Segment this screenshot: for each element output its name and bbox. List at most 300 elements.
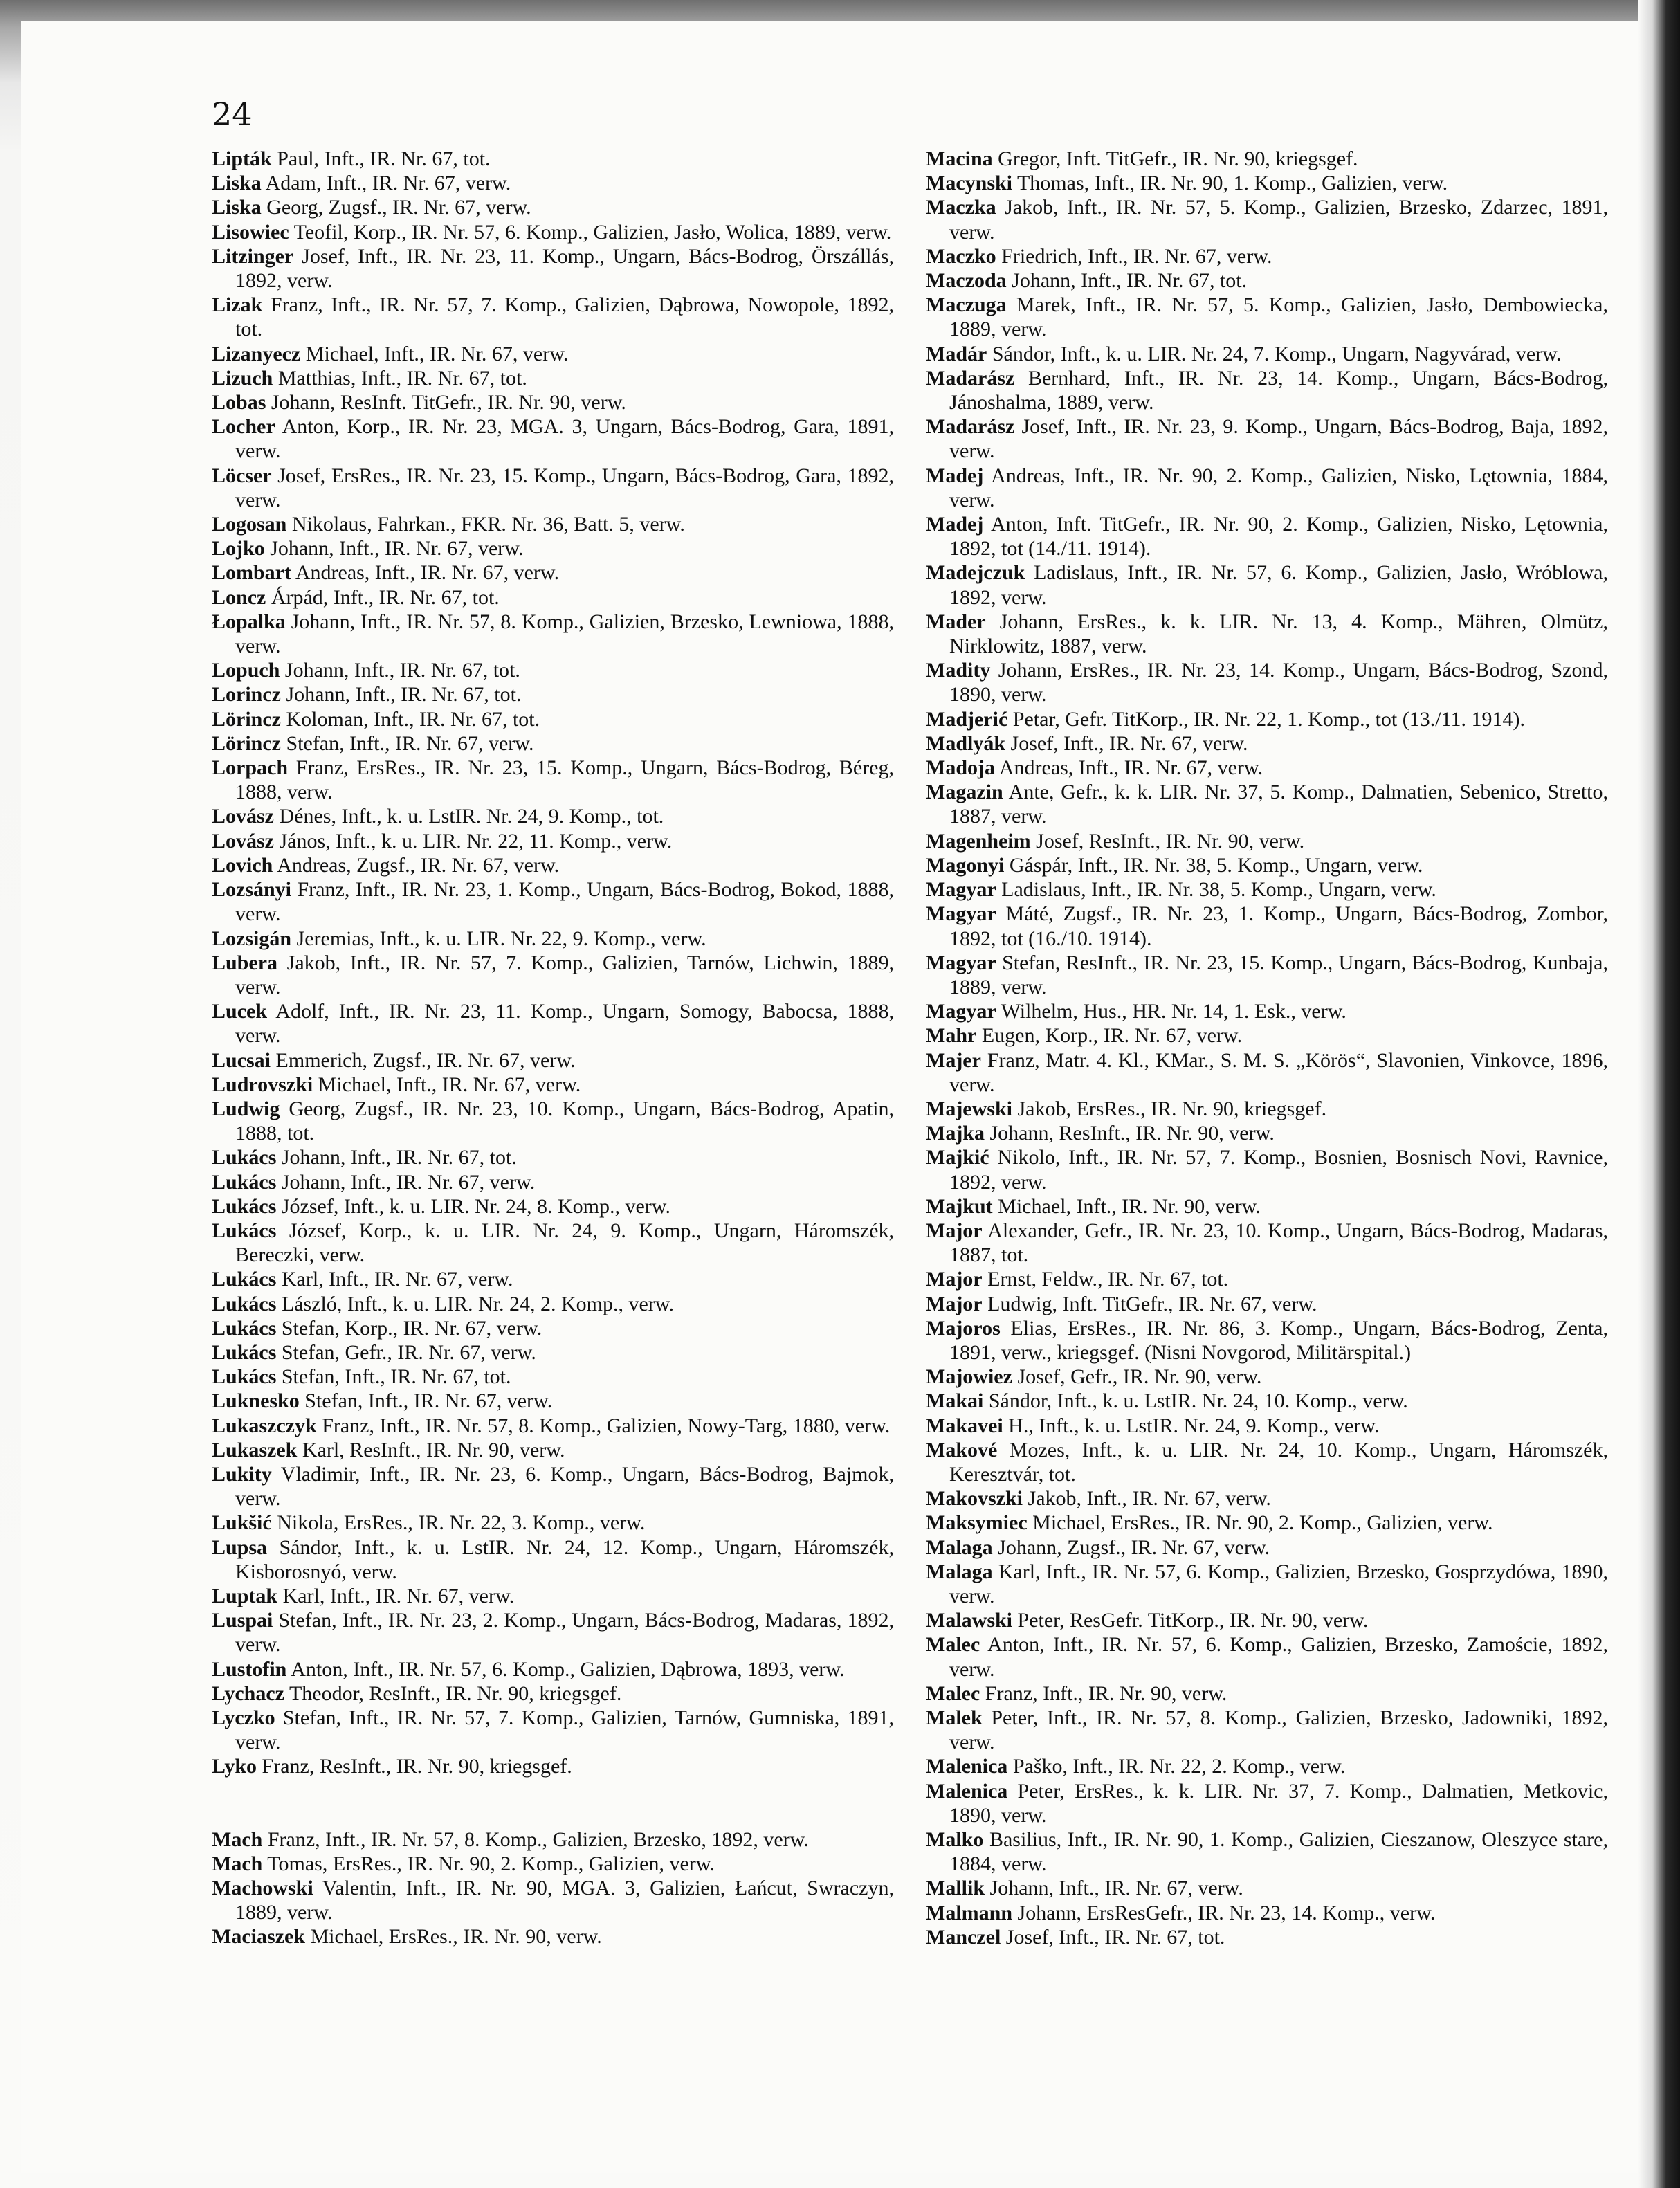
section-gap (212, 1779, 894, 1827)
entry-details: Franz, ErsRes., IR. Nr. 23, 15. Komp., Ungarn, Bács-Bodrog, Béreg, 1888, verw. (235, 756, 894, 804)
list-entry (212, 414, 894, 463)
list-entry (926, 1876, 1608, 1900)
entry-surname: Mader (926, 610, 986, 633)
list-entry (926, 1389, 1608, 1413)
list-entry (926, 1219, 1608, 1267)
entry-details: Josef, ResInft., IR. Nr. 90, verw. (1030, 829, 1305, 853)
entry-surname: Macina (926, 147, 993, 170)
entry-surname: Malec (926, 1681, 980, 1705)
entry-surname: Madjerić (926, 707, 1008, 731)
entry-surname: Majka (926, 1122, 985, 1145)
list-entry (926, 1779, 1608, 1827)
entry-details: Franz, Inft., IR. Nr. 23, 1. Komp., Ungarn, Bács-Bodrog, Bokod, 1888, verw. (235, 878, 894, 926)
list-entry (212, 682, 894, 706)
entry-details: Mozes, Inft., k. u. LIR. Nr. 24, 10. Komp., Ungarn, Háromszék, Keresztvár, tot. (949, 1438, 1608, 1486)
entry-details: Peter, ErsRes., k. k. LIR. Nr. 37, 7. Komp., Dalmatien, Metkovic, 1890, verw. (949, 1779, 1608, 1827)
list-entry (212, 658, 894, 682)
list-entry (926, 1901, 1608, 1925)
list-entry (212, 1170, 894, 1194)
entry-surname: Magyar (926, 1000, 996, 1023)
entry-surname: Magyar (926, 902, 996, 926)
entry-details: Johann, ResInft. TitGefr., IR. Nr. 90, verw. (266, 391, 626, 414)
list-entry (926, 610, 1608, 658)
list-entry (926, 244, 1608, 268)
list-entry (926, 1438, 1608, 1486)
entry-details: Máté, Zugsf., IR. Nr. 23, 1. Komp., Ungarn, Bács-Bodrog, Zombor, 1892, tot (16./10. 1914). (949, 902, 1608, 950)
entry-details: Stefan, Inft., IR. Nr. 57, 7. Komp., Galizien, Tarnów, Gumniska, 1891, verw. (235, 1706, 894, 1754)
list-entry (212, 610, 894, 658)
entry-surname: Magonyi (926, 853, 1005, 877)
list-entry (926, 780, 1608, 828)
entry-details: Koloman, Inft., IR. Nr. 67, tot. (280, 707, 540, 731)
entry-surname: Makavei (926, 1414, 1003, 1437)
entry-surname: Lukács (212, 1268, 277, 1291)
list-entry (926, 829, 1608, 853)
entry-surname: Lupsa (212, 1535, 268, 1559)
list-entry (212, 1414, 894, 1438)
entry-surname: Lovich (212, 853, 273, 877)
entry-details: Josef, ErsRes., IR. Nr. 23, 15. Komp., Ungarn, Bács-Bodrog, Gara, 1892, verw. (235, 464, 894, 511)
list-entry (926, 1267, 1608, 1291)
list-entry (926, 731, 1608, 756)
list-entry (212, 536, 894, 560)
entry-surname: Malko (926, 1828, 984, 1852)
entry-details: Nikolaus, Fahrkan., FKR. Nr. 36, Batt. 5, verw. (286, 513, 685, 536)
entry-surname: Logosan (212, 513, 287, 536)
entry-details: Ludwig, Inft. TitGefr., IR. Nr. 67, verw. (982, 1292, 1317, 1315)
list-entry (926, 1023, 1608, 1048)
list-entry (926, 1827, 1608, 1876)
entry-details: Andreas, Zugsf., IR. Nr. 67, verw. (273, 853, 560, 877)
entry-surname: Lychacz (212, 1681, 284, 1705)
list-entry (926, 171, 1608, 195)
list-entry (926, 1925, 1608, 1949)
list-entry (212, 829, 894, 853)
entry-details: Franz, ResInft., IR. Nr. 90, kriegsgef. (257, 1755, 572, 1778)
list-entry (212, 171, 894, 195)
entry-details: Andreas, Inft., IR. Nr. 67, verw. (291, 561, 560, 585)
entry-surname: Madár (926, 342, 987, 365)
entry-details: Franz, Inft., IR. Nr. 57, 7. Komp., Galizien, Dąbrowa, Nowopole, 1892, tot. (235, 293, 894, 341)
entry-details: Josef, Inft., IR. Nr. 67, tot. (1001, 1925, 1225, 1949)
entry-surname: Malek (926, 1706, 983, 1729)
entry-surname: Lovász (212, 805, 274, 828)
entry-details: Michael, ErsRes., IR. Nr. 90, verw. (304, 1925, 602, 1949)
entry-details: Stefan, Inft., IR. Nr. 67, verw. (299, 1389, 553, 1413)
list-entry (212, 1073, 894, 1097)
entry-details: Karl, Inft., IR. Nr. 57, 6. Komp., Galizien, Brzesko, Gosprzydówa, 1890, verw. (949, 1560, 1608, 1607)
list-entry (926, 366, 1608, 414)
entry-details: Stefan, Inft., IR. Nr. 67, tot. (276, 1365, 511, 1389)
entry-details: Karl, Inft., IR. Nr. 67, verw. (276, 1268, 513, 1291)
list-entry (212, 1194, 894, 1219)
list-entry (212, 999, 894, 1048)
right-entry-list (926, 147, 1608, 1949)
entry-details: Stefan, Inft., IR. Nr. 67, verw. (280, 731, 534, 755)
entry-surname: Malaga (926, 1535, 993, 1559)
entry-surname: Macynski (926, 172, 1013, 195)
entry-surname: Locher (212, 415, 275, 439)
entry-surname: Majer (926, 1048, 981, 1072)
list-entry (212, 731, 894, 756)
entry-surname: Madarász (926, 366, 1015, 390)
entry-surname: Maczka (926, 196, 996, 219)
entry-details: Georg, Zugsf., IR. Nr. 67, verw. (261, 196, 531, 219)
list-entry (926, 1316, 1608, 1365)
entry-details: Jakob, Inft., IR. Nr. 67, verw. (1023, 1487, 1271, 1511)
entry-surname: Maczko (926, 244, 996, 268)
entry-details: Georg, Zugsf., IR. Nr. 23, 10. Komp., Ungarn, Bács-Bodrog, Apatin, 1888, tot. (235, 1097, 894, 1145)
list-entry (212, 1852, 894, 1876)
entry-details: Stefan, ResInft., IR. Nr. 23, 15. Komp., Ungarn, Bács-Bodrog, Kunbaja, 1889, verw. (949, 951, 1608, 999)
entry-surname: Loncz (212, 585, 266, 609)
entry-details: Johann, ErsResGefr., IR. Nr. 23, 14. Komp., verw. (1012, 1901, 1436, 1924)
entry-surname: Mach (212, 1852, 263, 1875)
entry-surname: Löcser (212, 464, 272, 487)
list-entry (212, 1924, 894, 1949)
entry-surname: Lukács (212, 1340, 277, 1364)
entry-surname: Lozsányi (212, 878, 292, 902)
entry-surname: Lukács (212, 1194, 277, 1218)
list-entry (212, 1389, 894, 1413)
list-entry (212, 1438, 894, 1462)
entry-details: Karl, Inft., IR. Nr. 67, verw. (277, 1584, 515, 1607)
entry-details: Karl, ResInft., IR. Nr. 90, verw. (297, 1438, 565, 1461)
entry-details: Ante, Gefr., k. k. LIR. Nr. 37, 5. Komp., Dalmatien, Sebenico, Stretto, 1887, verw. (949, 781, 1608, 828)
list-entry (212, 464, 894, 512)
entry-surname: Liska (212, 172, 262, 195)
entry-details: Ladislaus, Inft., IR. Nr. 38, 5. Komp., Ungarn, verw. (996, 878, 1436, 902)
entry-details: Paul, Inft., IR. Nr. 67, tot. (271, 147, 491, 170)
entry-details: Peter, Inft., IR. Nr. 57, 8. Komp., Galizien, Brzesko, Jadowniki, 1892, verw. (949, 1706, 1608, 1754)
entry-details: Nikola, ErsRes., IR. Nr. 22, 3. Komp., verw. (271, 1511, 646, 1535)
list-entry (926, 756, 1608, 780)
entry-surname: Liska (212, 196, 262, 219)
list-entry (926, 1706, 1608, 1754)
list-entry (926, 707, 1608, 731)
entry-details: Josef, Inft., IR. Nr. 67, verw. (1005, 731, 1248, 755)
entry-surname: Malenica (926, 1779, 1008, 1803)
entry-surname: Lörincz (212, 707, 281, 731)
list-entry (212, 195, 894, 219)
list-entry (212, 1462, 894, 1511)
list-entry (926, 147, 1608, 171)
list-entry (926, 414, 1608, 463)
entry-surname: Malec (926, 1633, 980, 1657)
entry-details: Johann, Inft., IR. Nr. 57, 8. Komp., Galizien, Brzesko, Lewniowa, 1888, verw. (235, 610, 894, 658)
entry-surname: Malmann (926, 1901, 1013, 1924)
entry-details: Michael, Inft., IR. Nr. 90, verw. (992, 1194, 1261, 1218)
list-entry (212, 147, 894, 171)
entry-surname: Lukács (212, 1170, 277, 1194)
list-entry (926, 560, 1608, 609)
entry-surname: Lizuch (212, 366, 273, 390)
entry-details: Jeremias, Inft., k. u. LIR. Nr. 22, 9. Komp., verw. (291, 927, 706, 950)
entry-details: Johann, Inft., IR. Nr. 67, tot. (280, 683, 522, 706)
entry-details: Jakob, Inft., IR. Nr. 57, 7. Komp., Galizien, Tarnów, Lichwin, 1889, verw. (235, 951, 894, 999)
list-entry (212, 853, 894, 877)
entry-surname: Magenheim (926, 829, 1031, 853)
entry-details: Michael, Inft., IR. Nr. 67, verw. (313, 1073, 581, 1096)
entry-surname: Major (926, 1292, 983, 1315)
entry-details: Stefan, Inft., IR. Nr. 23, 2. Komp., Ungarn, Bács-Bodrog, Madaras, 1892, verw. (235, 1609, 894, 1657)
entry-details: Theodor, ResInft., IR. Nr. 90, kriegsgef. (284, 1681, 622, 1705)
entry-details: Anton, Korp., IR. Nr. 23, MGA. 3, Ungarn, Bács-Bodrog, Gara, 1891, verw. (235, 415, 894, 463)
entry-surname: Maczuga (926, 293, 1007, 317)
list-entry (926, 1608, 1608, 1632)
entry-details: Eugen, Korp., IR. Nr. 67, verw. (976, 1024, 1243, 1048)
list-entry (212, 804, 894, 828)
entry-details: Teofil, Korp., IR. Nr. 57, 6. Komp., Galizien, Jasło, Wolica, 1889, verw. (289, 220, 892, 244)
entry-surname: Lukács (212, 1219, 277, 1242)
list-entry (212, 756, 894, 804)
entry-details: Wilhelm, Hus., HR. Nr. 14, 1. Esk., verw. (996, 1000, 1346, 1023)
list-entry (212, 1145, 894, 1169)
list-entry (212, 342, 894, 366)
list-entry (212, 585, 894, 610)
entry-details: Johann, Inft., IR. Nr. 67, tot. (280, 659, 520, 682)
entry-surname: Madej (926, 513, 984, 536)
entry-details: Johann, ResInft., IR. Nr. 90, verw. (985, 1122, 1275, 1145)
entry-details: Ernst, Feldw., IR. Nr. 67, tot. (982, 1268, 1229, 1291)
list-entry (926, 1121, 1608, 1145)
entry-surname: Magazin (926, 781, 1003, 804)
entry-surname: Lukács (212, 1292, 277, 1315)
entry-surname: Lipták (212, 147, 272, 170)
entry-details: Jakob, Inft., IR. Nr. 57, 5. Komp., Galizien, Brzesko, Zdarzec, 1891, verw. (949, 196, 1608, 244)
entry-surname: Lizanyecz (212, 342, 301, 365)
entry-details: Johann, Inft., IR. Nr. 67, tot. (276, 1146, 517, 1169)
entry-surname: Makovszki (926, 1487, 1023, 1511)
list-entry (212, 1681, 894, 1706)
entry-surname: Majkut (926, 1194, 993, 1218)
list-entry (926, 853, 1608, 877)
left-m-entry-list (212, 1827, 894, 1949)
entry-surname: Manczel (926, 1925, 1001, 1949)
entry-details: Friedrich, Inft., IR. Nr. 67, verw. (996, 244, 1272, 268)
entry-surname: Madlyák (926, 731, 1006, 755)
list-entry (212, 1876, 894, 1924)
entry-details: Anton, Inft., IR. Nr. 57, 6. Komp., Galizien, Brzesko, Zamoście, 1892, verw. (949, 1633, 1608, 1681)
entry-surname: Lombart (212, 561, 291, 585)
entry-surname: Lojko (212, 537, 265, 560)
entry-surname: Lukaszek (212, 1438, 298, 1461)
entry-details: Sándor, Inft., k. u. LIR. Nr. 24, 7. Komp., Ungarn, Nagyvárad, verw. (987, 342, 1562, 365)
entry-details: Gáspár, Inft., IR. Nr. 38, 5. Komp., Ungarn, verw. (1004, 853, 1423, 877)
entry-surname: Lukács (212, 1146, 277, 1169)
entry-surname: Majewski (926, 1097, 1012, 1120)
entry-details: Peter, ResGefr. TitKorp., IR. Nr. 90, verw. (1012, 1609, 1369, 1632)
entry-details: Emmerich, Zugsf., IR. Nr. 67, verw. (271, 1048, 576, 1072)
list-entry (926, 1681, 1608, 1706)
list-entry (926, 1145, 1608, 1194)
list-entry (926, 1194, 1608, 1219)
entry-details: Johann, ErsRes., k. k. LIR. Nr. 13, 4. Komp., Mähren, Olmütz, Nirklowitz, 1887, verw. (949, 610, 1608, 658)
list-entry (212, 1535, 894, 1584)
entry-details: Johann, Inft., IR. Nr. 67, verw. (276, 1170, 536, 1194)
entry-surname: Lukaszczyk (212, 1414, 317, 1437)
entry-surname: Mahr (926, 1024, 977, 1048)
entry-details: Adolf, Inft., IR. Nr. 23, 11. Komp., Ungarn, Somogy, Babocsa, 1888, verw. (235, 1000, 894, 1048)
list-entry (212, 244, 894, 293)
list-entry (212, 366, 894, 390)
entry-surname: Major (926, 1268, 983, 1291)
entry-surname: Majowiez (926, 1365, 1012, 1389)
entry-surname: Mach (212, 1827, 263, 1851)
list-entry (926, 1511, 1608, 1535)
list-entry (926, 512, 1608, 560)
entry-surname: Madej (926, 464, 984, 487)
entry-details: Franz, Matr. 4. Kl., KMar., S. M. S. „Körös“, Slavonien, Vinkovce, 1896, verw. (949, 1048, 1608, 1096)
list-entry (926, 1632, 1608, 1681)
entry-details: Paško, Inft., IR. Nr. 22, 2. Komp., verw. (1007, 1755, 1346, 1778)
entry-surname: Lisowiec (212, 220, 289, 244)
entry-surname: Major (926, 1219, 983, 1242)
entry-surname: Luptak (212, 1584, 278, 1607)
entry-surname: Magyar (926, 878, 996, 902)
entry-surname: Lucek (212, 1000, 268, 1023)
list-entry (926, 1486, 1608, 1511)
entry-surname: Lopuch (212, 659, 280, 682)
entry-surname: Malenica (926, 1755, 1008, 1778)
entry-details: Petar, Gefr. TitKorp., IR. Nr. 22, 1. Komp., tot (13./11. 1914). (1007, 707, 1525, 731)
list-entry (926, 999, 1608, 1023)
entry-surname: Madity (926, 659, 991, 682)
entry-details: Tomas, ErsRes., IR. Nr. 90, 2. Komp., Galizien, verw. (262, 1852, 715, 1875)
entry-surname: Lyczko (212, 1706, 275, 1729)
entry-surname: Lobas (212, 391, 266, 414)
entry-surname: Maciaszek (212, 1925, 305, 1949)
list-entry (926, 902, 1608, 950)
entry-details: Ladislaus, Inft., IR. Nr. 57, 6. Komp., Galizien, Jasło, Wróblowa, 1892, verw. (949, 561, 1608, 609)
entry-details: Johann, ErsRes., IR. Nr. 23, 14. Komp., Ungarn, Bács-Bodrog, Szond, 1890, verw. (949, 659, 1608, 706)
list-entry (212, 951, 894, 999)
entry-surname: Madoja (926, 756, 995, 780)
list-entry (212, 1267, 894, 1291)
entry-details: Franz, Inft., IR. Nr. 57, 8. Komp., Galizien, Brzesko, 1892, verw. (262, 1827, 809, 1851)
entry-details: H., Inft., k. u. LstIR. Nr. 24, 9. Komp., verw. (1003, 1414, 1380, 1437)
entry-details: Sándor, Inft., k. u. LstIR. Nr. 24, 12. Komp., Ungarn, Háromszék, Kisborosnyó, verw. (235, 1535, 894, 1583)
entry-surname: Lovász (212, 829, 274, 853)
entry-surname: Lörincz (212, 731, 281, 755)
entry-details: Adam, Inft., IR. Nr. 67, verw. (261, 172, 511, 195)
list-entry (926, 1414, 1608, 1438)
entry-details: Stefan, Korp., IR. Nr. 67, verw. (276, 1316, 542, 1340)
entry-details: Franz, Inft., IR. Nr. 57, 8. Komp., Galizien, Nowy-Targ, 1880, verw. (316, 1414, 891, 1437)
entry-details: Michael, ErsRes., IR. Nr. 90, 2. Komp., Galizien, verw. (1027, 1511, 1493, 1535)
page-number: 24 (212, 95, 253, 133)
entry-surname: Magyar (926, 951, 996, 974)
entry-surname: Luspai (212, 1609, 273, 1632)
entry-details: Jakob, ErsRes., IR. Nr. 90, kriegsgef. (1012, 1097, 1327, 1120)
entry-details: Stefan, Gefr., IR. Nr. 67, verw. (276, 1340, 536, 1364)
entry-surname: Lorpach (212, 756, 289, 780)
list-entry (926, 342, 1608, 366)
list-entry (212, 1097, 894, 1145)
list-entry (212, 1316, 894, 1340)
entry-details: László, Inft., k. u. LIR. Nr. 24, 2. Komp., verw. (276, 1292, 675, 1315)
entry-details: Andreas, Inft., IR. Nr. 67, verw. (995, 756, 1263, 780)
list-entry (212, 1048, 894, 1073)
entry-surname: Malaga (926, 1560, 993, 1583)
list-entry (926, 268, 1608, 293)
entry-details: Josef, Gefr., IR. Nr. 90, verw. (1012, 1365, 1262, 1389)
entry-surname: Luknesko (212, 1389, 300, 1413)
entry-surname: Malawski (926, 1609, 1013, 1632)
entry-details: Dénes, Inft., k. u. LstIR. Nr. 24, 9. Komp., tot. (274, 805, 664, 828)
right-column (926, 147, 1608, 1949)
left-entry-list (212, 147, 894, 1779)
entry-details: Nikolo, Inft., IR. Nr. 57, 7. Komp., Bosnien, Bosnisch Novi, Ravnice, 1892, verw. (949, 1146, 1608, 1194)
entry-details: Johann, Inft., IR. Nr. 67, verw. (264, 537, 524, 560)
list-entry (212, 1219, 894, 1267)
entry-surname: Mallik (926, 1877, 985, 1900)
list-entry (926, 1535, 1608, 1560)
list-entry (926, 1754, 1608, 1778)
entry-details: Johann, Zugsf., IR. Nr. 67, verw. (992, 1535, 1270, 1559)
entry-surname: Ludrovszki (212, 1073, 313, 1096)
list-entry (926, 1292, 1608, 1316)
entry-surname: Lubera (212, 951, 278, 974)
entry-details: Michael, Inft., IR. Nr. 67, verw. (300, 342, 569, 365)
list-entry (212, 927, 894, 951)
list-entry (926, 1097, 1608, 1121)
list-entry (926, 195, 1608, 244)
entry-details: Elias, ErsRes., IR. Nr. 86, 3. Komp., Ungarn, Bács-Bodrog, Zenta, 1891, verw., kriegsgef. (Nisni Novgorod, Militärspital.) (949, 1316, 1608, 1364)
list-entry (212, 1340, 894, 1365)
entry-details: Valentin, Inft., IR. Nr. 90, MGA. 3, Galizien, Łańcut, Swraczyn, 1889, verw. (235, 1877, 894, 1924)
entry-surname: Łopalka (212, 610, 286, 633)
list-entry (926, 1048, 1608, 1097)
entry-surname: Majkić (926, 1146, 989, 1169)
entry-details: Vladimir, Inft., IR. Nr. 23, 6. Komp., Ungarn, Bács-Bodrog, Bajmok, verw. (235, 1462, 894, 1511)
entry-details: Marek, Inft., IR. Nr. 57, 5. Komp., Galizien, Jasło, Dembowiecka, 1889, verw. (949, 293, 1608, 341)
entry-details: Thomas, Inft., IR. Nr. 90, 1. Komp., Galizien, verw. (1012, 172, 1448, 195)
entry-details: Gregor, Inft. TitGefr., IR. Nr. 90, kriegsgef. (992, 147, 1358, 170)
list-entry (926, 1560, 1608, 1608)
entry-surname: Majoros (926, 1316, 1001, 1340)
entry-details: János, Inft., k. u. LIR. Nr. 22, 11. Komp., verw. (274, 829, 673, 853)
list-entry (212, 512, 894, 536)
entry-surname: Lustofin (212, 1657, 287, 1681)
left-column (212, 147, 894, 1949)
entry-surname: Makai (926, 1389, 984, 1413)
entry-details: Josef, Inft., IR. Nr. 23, 11. Komp., Ungarn, Bács-Bodrog, Örszállás, 1892, verw. (235, 244, 894, 293)
entry-surname: Lukity (212, 1462, 272, 1486)
entry-surname: Lozsigán (212, 927, 292, 950)
list-entry (212, 1511, 894, 1535)
entry-details: Andreas, Inft., IR. Nr. 90, 2. Komp., Galizien, Nisko, Lętownia, 1884, verw. (949, 464, 1608, 511)
entry-details: Bernhard, Inft., IR. Nr. 23, 14. Komp., Ungarn, Bács-Bodrog, Jánoshalma, 1889, verw. (949, 366, 1608, 414)
scan-edge-shadow (1638, 0, 1680, 2188)
list-entry (926, 658, 1608, 706)
list-entry (926, 877, 1608, 902)
entry-details: Sándor, Inft., k. u. LstIR. Nr. 24, 10. Komp., verw. (983, 1389, 1408, 1413)
entry-surname: Lukács (212, 1316, 277, 1340)
entry-details: Josef, Inft., IR. Nr. 23, 9. Komp., Ungarn, Bács-Bodrog, Baja, 1892, verw. (949, 415, 1608, 463)
entry-details: Matthias, Inft., IR. Nr. 67, tot. (273, 366, 527, 390)
list-entry (212, 390, 894, 414)
entry-surname: Madejczuk (926, 561, 1025, 585)
list-entry (212, 1754, 894, 1778)
entry-surname: Ludwig (212, 1097, 280, 1120)
list-entry (926, 1365, 1608, 1389)
entry-surname: Lukács (212, 1365, 277, 1389)
entry-surname: Maksymiec (926, 1511, 1028, 1535)
list-entry (212, 1608, 894, 1657)
entry-details: József, Korp., k. u. LIR. Nr. 24, 9. Komp., Ungarn, Háromszék, Bereczki, verw. (235, 1219, 894, 1267)
entry-details: Franz, Inft., IR. Nr. 90, verw. (980, 1681, 1227, 1705)
